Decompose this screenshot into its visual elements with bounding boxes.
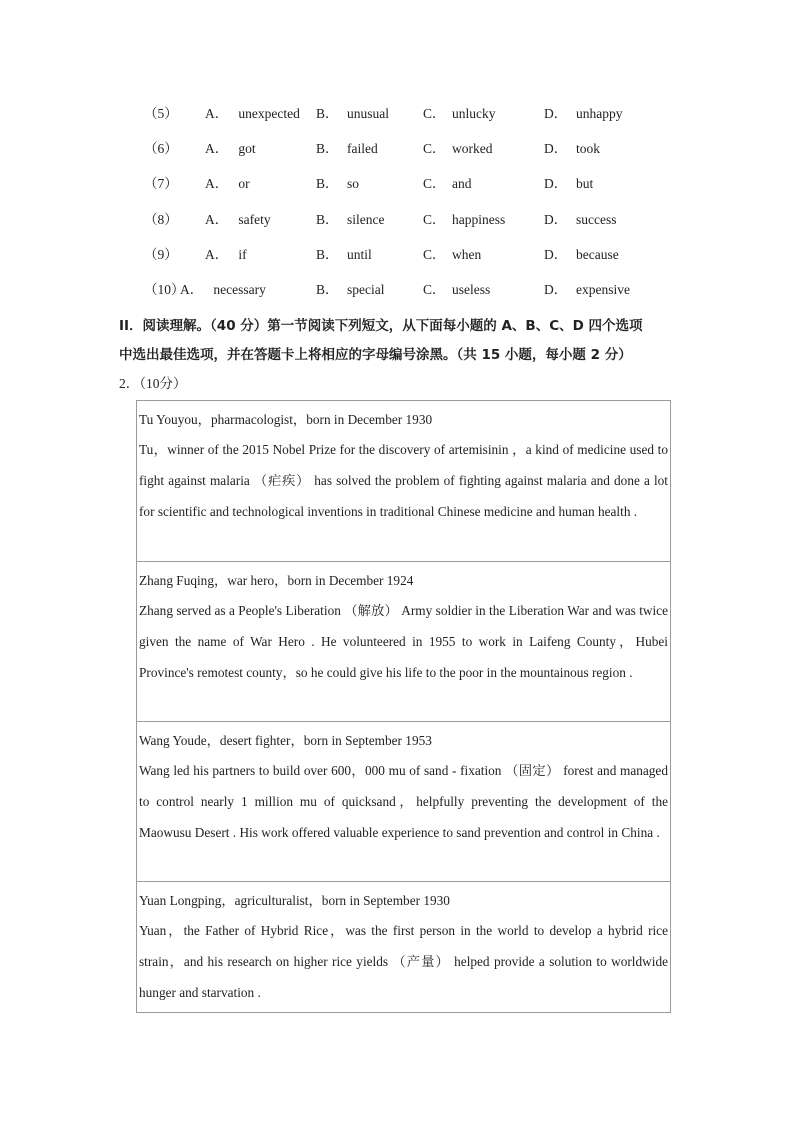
option-row-8 (144, 206, 704, 241)
option-a (205, 100, 300, 128)
option-d-label: D． (544, 106, 568, 121)
option-c-text: happiness (452, 211, 506, 227)
option-a-label: A． (205, 141, 229, 157)
question-label: 2．（10分） (119, 376, 187, 391)
option-a (205, 135, 256, 163)
option-b-label: B． (316, 211, 339, 227)
question-number: （6） (144, 141, 178, 157)
option-c-label: C． (423, 176, 446, 192)
option-a-text: safety (238, 211, 271, 227)
section-heading-line-1: II．阅读理解。（40 分）第一节阅读下列短文，从下面每小题的 A、B、C、D 四个选项 (119, 318, 643, 334)
entry-body: Wang led his partners to build over 600，000 mu of sand - fixation （固定） forest and managed to control nearly 1 million mu of quicksand，helpfully preventing the development of the Maowusu Desert . His work offered valuable experience to sand prevention and control in China . (139, 763, 668, 841)
option-d-label: D． (544, 211, 568, 227)
options-list (144, 100, 704, 311)
question-number: （5） (144, 106, 178, 121)
table-row (137, 401, 670, 562)
option-a-label: A． (205, 106, 229, 121)
option-a-label: A． (180, 281, 204, 297)
table-row (137, 882, 670, 1012)
option-b-label: B． (316, 246, 339, 262)
question-number: （9） (144, 246, 178, 262)
option-c-label: C． (423, 211, 446, 227)
option-d-text: but (576, 176, 594, 192)
option-a (205, 206, 271, 234)
option-row-9 (144, 241, 704, 276)
option-a-text: or (238, 176, 250, 192)
option-d-label: D． (544, 176, 568, 192)
question-number: （8） (144, 211, 178, 227)
table-row (137, 562, 670, 722)
option-d-label: D． (544, 246, 568, 262)
entry-body: Zhang served as a People's Liberation （解放） Army soldier in the Liberation War and was twice given the name of War Hero . He volunteered in 1955 to work in Laifeng County，Hubei Province's remotest county，so he could give his life to the poor in the mountainous region . (139, 603, 668, 681)
option-a-text: got (238, 141, 256, 157)
option-c-label: C． (423, 246, 446, 262)
option-row-5 (144, 100, 704, 135)
section-heading (119, 312, 679, 370)
option-d-text: unhappy (576, 106, 623, 121)
question-number: （7） (144, 176, 178, 192)
reading-passage-table (136, 400, 671, 1013)
option-a-text: unexpected (238, 106, 300, 121)
option-d-label: D． (544, 141, 568, 157)
option-a-label: A． (205, 176, 229, 192)
option-row-10 (144, 276, 704, 311)
option-b-text: unusual (347, 106, 389, 121)
entry-body: Tu，winner of the 2015 Nobel Prize for the discovery of artemisinin ，a kind of medicine used to fight against malaria （疟疾） has solved the problem of fighting against malaria and done a lot for scientific and technological inventions in traditional Chinese medicine and human health . (139, 442, 668, 520)
option-d-text: took (576, 141, 601, 157)
option-a (205, 241, 247, 269)
question-number: （10） (144, 281, 185, 297)
option-b-label: B． (316, 106, 339, 121)
option-c-text: when (452, 246, 482, 262)
option-row-7 (144, 170, 704, 205)
option-d-text: expensive (576, 281, 630, 297)
option-c-text: and (452, 176, 472, 192)
option-d-text: because (576, 246, 619, 262)
option-b-label: B． (316, 281, 339, 297)
option-b-text: failed (347, 141, 378, 157)
entry-heading: Yuan Longping，agriculturalist，born in September 1930 (139, 893, 450, 908)
table-row (137, 722, 670, 882)
option-b-text: so (347, 176, 360, 192)
option-b-text: special (347, 281, 385, 297)
option-a-label: A． (205, 246, 229, 262)
option-d-text: success (576, 211, 617, 227)
option-c-text: useless (452, 281, 491, 297)
option-c-text: worked (452, 141, 493, 157)
option-a-label: A． (205, 211, 229, 227)
option-c-text: unlucky (452, 106, 496, 121)
option-b-label: B． (316, 176, 339, 192)
entry-heading: Wang Youde，desert fighter，born in September 1953 (139, 733, 432, 748)
option-a (180, 276, 266, 304)
option-c-label: C． (423, 141, 446, 157)
section-heading-line-2: 中选出最佳选项，并在答题卡上将相应的字母编号涂黑。（共 15 小题，每小题 2 分） (119, 347, 632, 363)
option-a-text: if (238, 246, 247, 262)
option-d-label: D． (544, 281, 568, 297)
option-b-text: silence (347, 211, 385, 227)
option-row-6 (144, 135, 704, 170)
option-c-label: C． (423, 281, 446, 297)
option-b-label: B． (316, 141, 339, 157)
entry-heading: Zhang Fuqing，war hero，born in December 1924 (139, 573, 414, 588)
entry-body: Yuan，the Father of Hybrid Rice，was the first person in the world to develop a hybrid rice strain，and his research on higher rice yields （产量） helped provide a solution to worldwide hunger and starvation . (139, 923, 668, 1001)
option-a-text: necessary (213, 281, 266, 297)
option-c-label: C． (423, 106, 446, 121)
entry-heading: Tu Youyou，pharmacologist，born in December 1930 (139, 412, 433, 427)
option-b-text: until (347, 246, 372, 262)
option-a (205, 170, 250, 198)
